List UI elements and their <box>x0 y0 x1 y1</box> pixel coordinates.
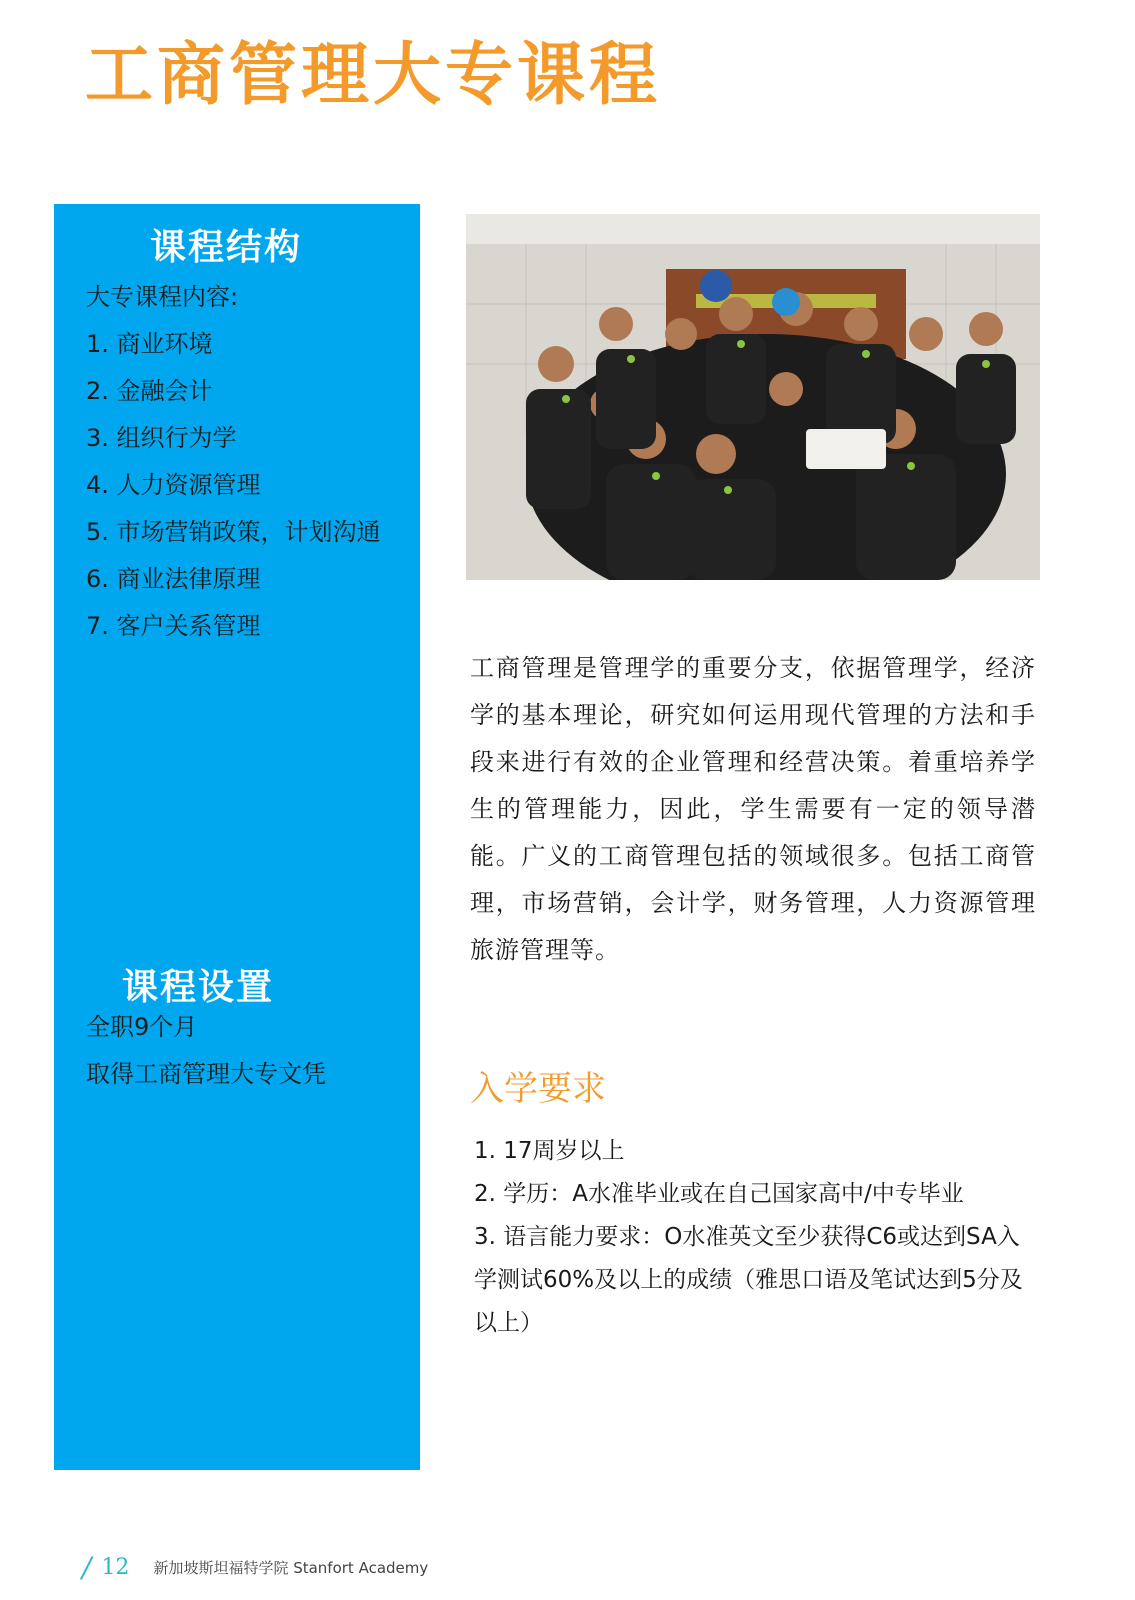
list-item: 7. 客户关系管理 <box>86 612 261 640</box>
list-item: 1. 17周岁以上 <box>474 1138 625 1164</box>
course-setting-list <box>86 1004 326 1098</box>
list-item: 3. 组织行为学 <box>86 424 237 452</box>
list-item: 2. 学历：A水准毕业或在自己国家高中/中专毕业 <box>474 1181 964 1207</box>
course-setting-heading: 课程设置 <box>122 967 275 1008</box>
list-item: 5. 市场营销政策，计划沟通 <box>86 518 381 546</box>
list-item: 1. 商业环境 <box>86 330 213 358</box>
course-info-panel <box>54 204 420 1470</box>
course-structure-heading: 课程结构 <box>150 227 303 268</box>
footer-slash-decoration: / <box>82 1550 92 1584</box>
admission-requirements-heading: 入学要求 <box>470 1069 606 1109</box>
list-item: 6. 商业法律原理 <box>86 565 261 593</box>
course-structure-list <box>86 274 381 650</box>
page-number: 12 <box>101 1554 130 1580</box>
page-footer <box>82 1552 428 1582</box>
list-item: 大专课程内容: <box>86 283 239 311</box>
list-item: 3. 语言能力要求：O水准英文至少获得C6或达到SA入学测试60%及以上的成绩（雅思口语及笔试达到5分及以上） <box>474 1224 1023 1336</box>
admission-requirements-list <box>474 1130 1034 1345</box>
list-item: 4. 人力资源管理 <box>86 471 261 499</box>
page-title: 工商管理大专课程 <box>85 36 662 115</box>
list-item: 全职9个月 <box>86 1013 198 1041</box>
footer-school-name: 新加坡斯坦福特学院 Stanfort Academy <box>153 1558 429 1577</box>
list-item: 2. 金融会计 <box>86 377 213 405</box>
student-group-photo <box>466 214 1040 580</box>
program-description: 工商管理是管理学的重要分支，依据管理学，经济学的基本理论，研究如何运用现代管理的方法和手段来进行有效的企业管理和经营决策。着重培养学生的管理能力，因此，学生需要有一定的领导潜能。广义的工商管理包括的领域很多。包括工商管理，市场营销，会计学，财务管理，人力资源管理旅游管理等。 <box>470 654 1036 964</box>
list-item: 取得工商管理大专文凭 <box>86 1060 326 1088</box>
